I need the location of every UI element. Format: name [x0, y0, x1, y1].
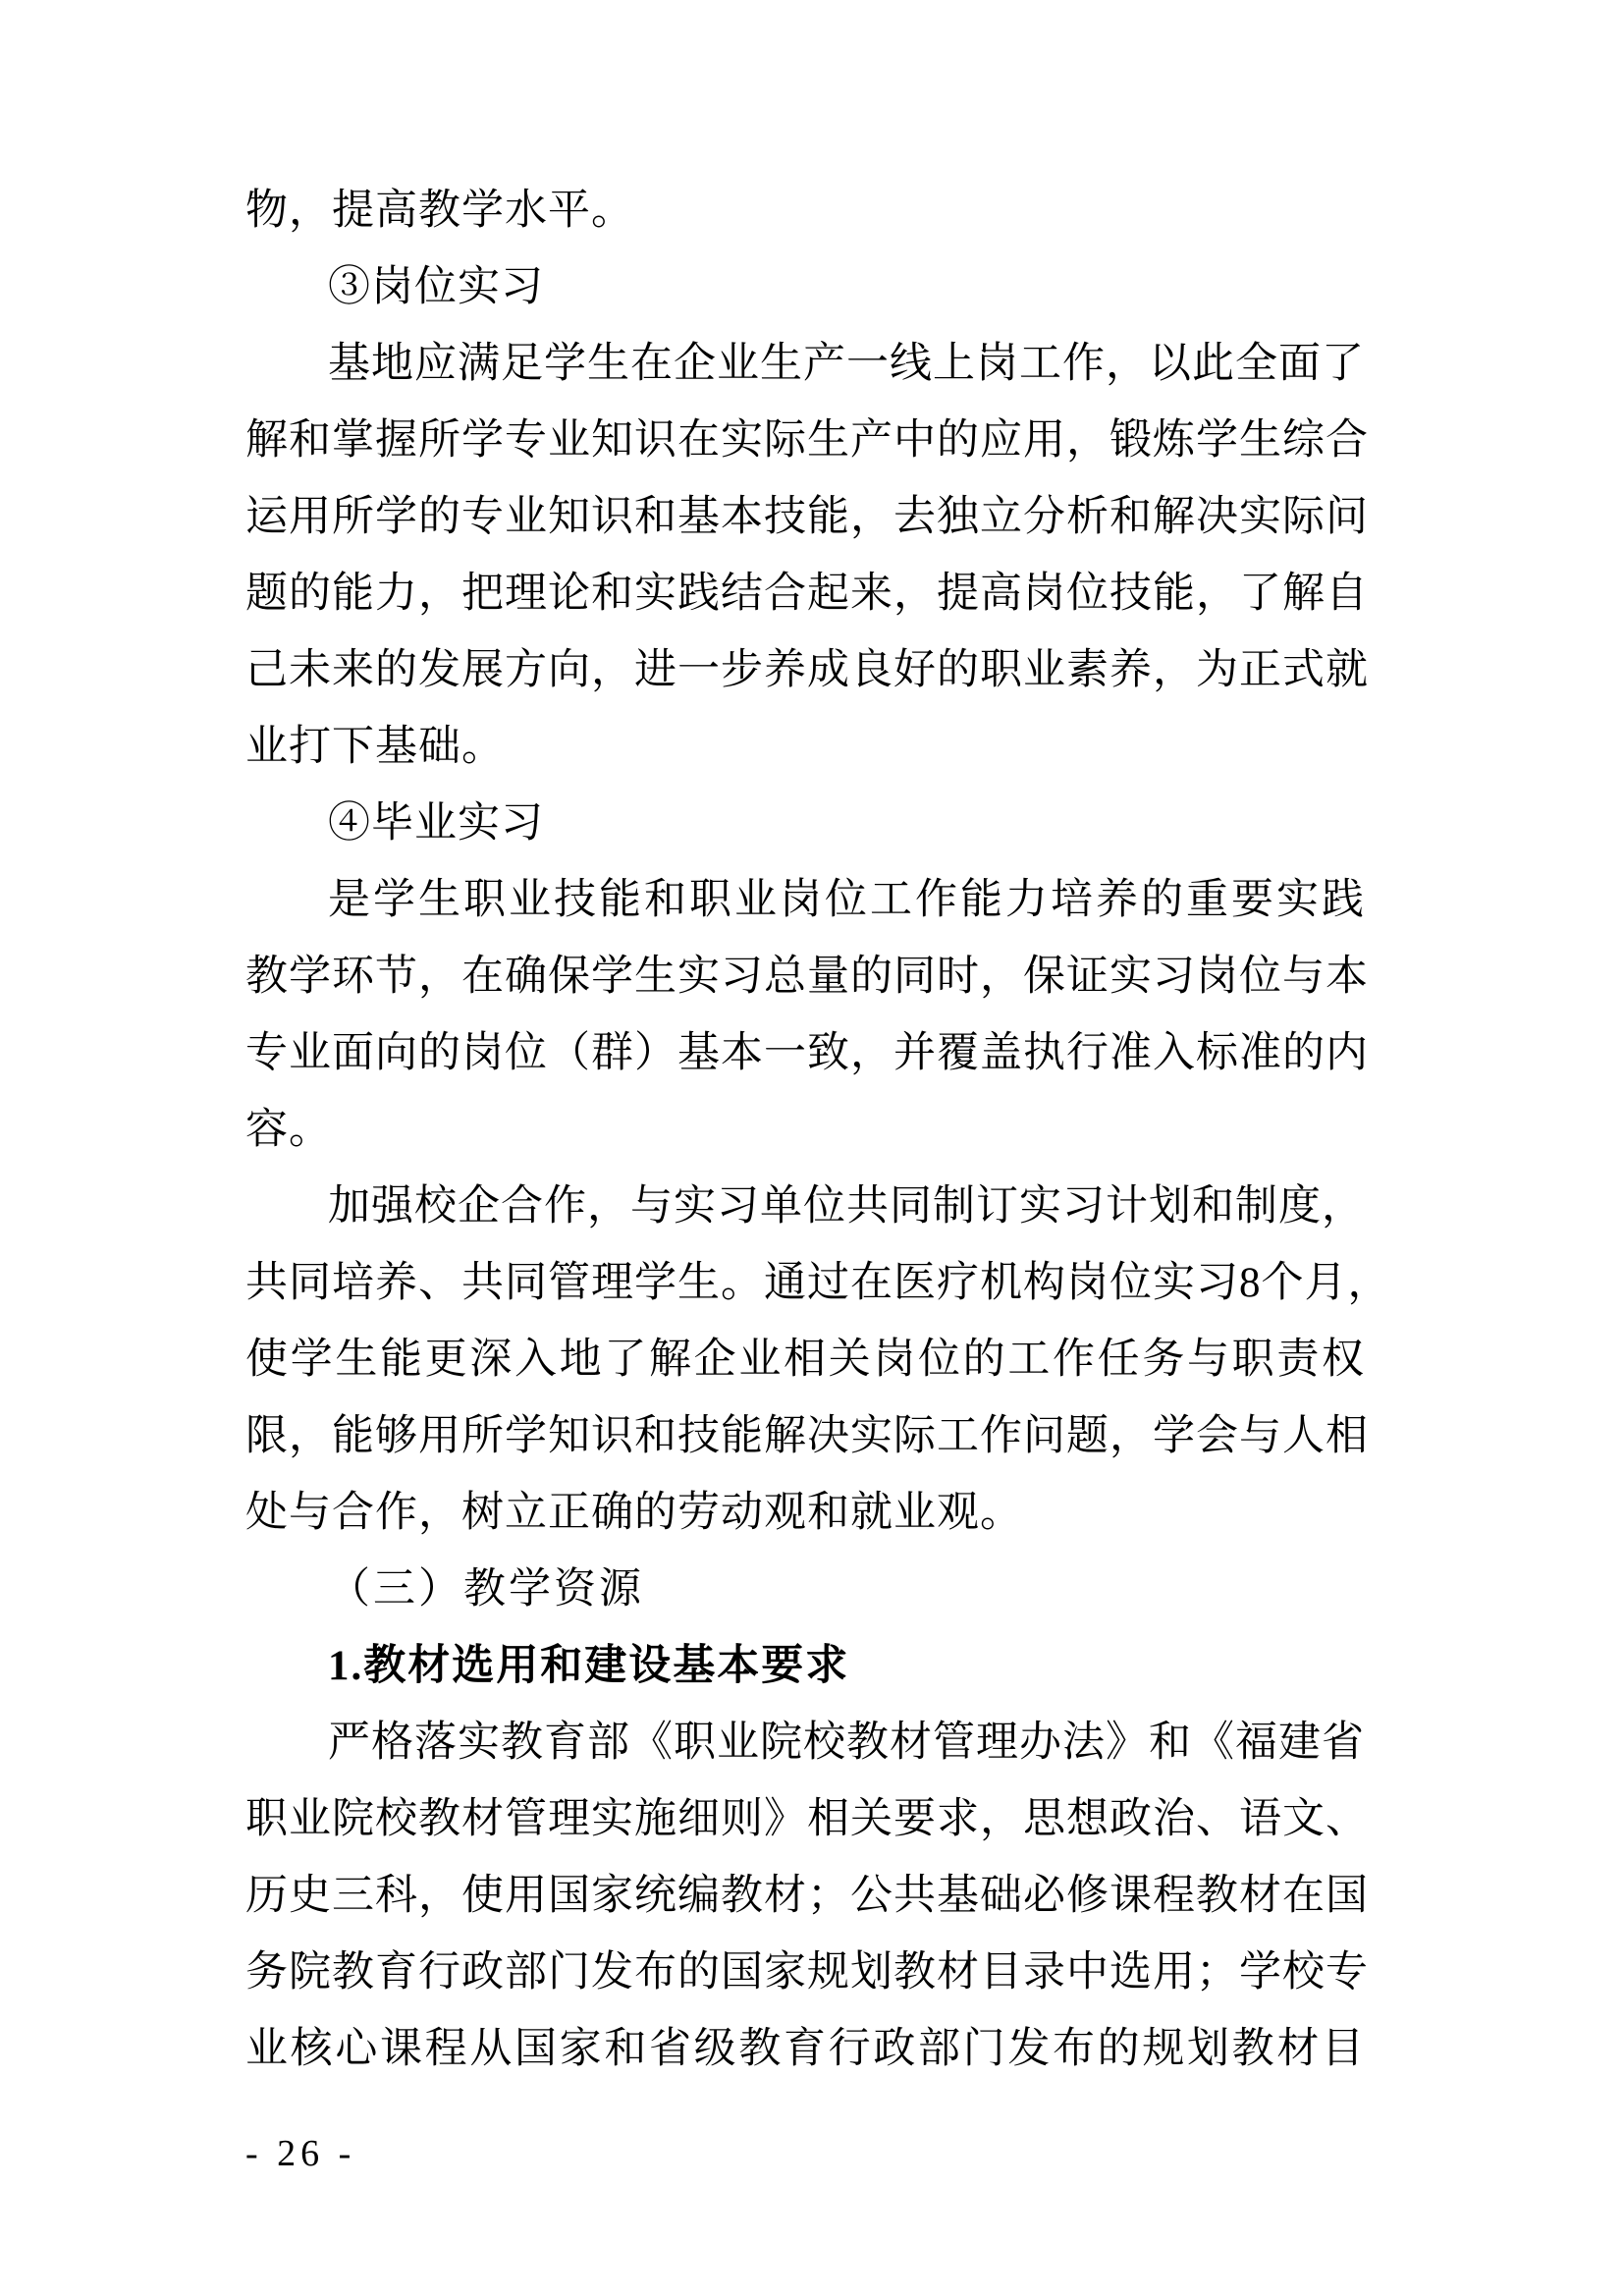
text-line: 业核心课程从国家和省级教育行政部门发布的规划教材目	[245, 2026, 1365, 2072]
text-line: 严格落实教育部《职业院校教材管理办法》和《福建省	[328, 1720, 1365, 1766]
text-line: 物，提高教学水平。	[245, 188, 634, 234]
page-number: - 26 -	[245, 2133, 356, 2174]
text-line: （三）教学资源	[328, 1566, 644, 1613]
text-line: 1.教材选用和建设基本要求	[328, 1643, 850, 1689]
text-line: 教学环节，在确保学生实习总量的同时，保证实习岗位与本	[245, 954, 1369, 1000]
text-line: 题的能力，把理论和实践结合起来，提高岗位技能，了解自	[245, 571, 1369, 617]
text-line: 职业院校教材管理实施细则》相关要求，思想政治、语文、	[245, 1796, 1369, 1842]
text-line: 务院教育行政部门发布的国家规划教材目录中选用；学校专	[245, 1949, 1369, 1995]
text-line: 容。	[245, 1107, 332, 1153]
text-block	[245, 173, 1391, 2088]
text-line: 处与合作，树立正确的劳动观和就业观。	[245, 1490, 1023, 1536]
text-line: 专业面向的岗位（群）基本一致，并覆盖执行准入标准的内	[245, 1030, 1369, 1076]
text-line: 历史三科，使用国家统编教材；公共基础必修课程教材在国	[245, 1873, 1369, 1919]
text-line: 使学生能更深入地了解企业相关岗位的工作任务与职责权	[245, 1337, 1365, 1383]
text-line: 是学生职业技能和职业岗位工作能力培养的重要实践	[328, 877, 1365, 923]
text-line: 己未来的发展方向，进一步养成良好的职业素养，为正式就	[245, 647, 1369, 693]
text-line: 共同培养、共同管理学生。通过在医疗机构岗位实习8个月，	[245, 1260, 1391, 1306]
text-line: 基地应满足学生在企业生产一线上岗工作，以此全面了	[328, 341, 1365, 387]
text-line: 解和掌握所学专业知识在实际生产中的应用，锻炼学生综合	[245, 417, 1369, 464]
text-line: ④毕业实习	[328, 800, 544, 847]
text-line: 加强校企合作，与实习单位共同制订实习计划和制度，	[328, 1183, 1365, 1230]
text-line: 限，能够用所学知识和技能解决实际工作问题，学会与人相	[245, 1413, 1369, 1459]
text-line: 运用所学的专业知识和基本技能，去独立分析和解决实际问	[245, 494, 1369, 540]
text-line: ③岗位实习	[328, 264, 544, 310]
text-line: 业打下基础。	[245, 724, 505, 770]
